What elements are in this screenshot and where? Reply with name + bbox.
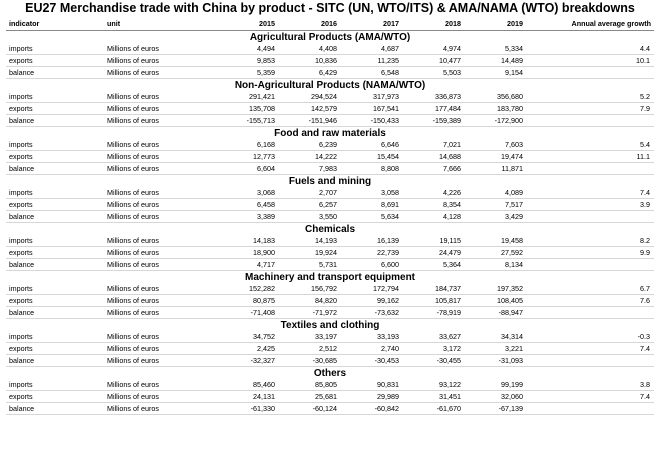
cell-2016: 85,805 xyxy=(278,379,340,391)
cell-2019: 8,134 xyxy=(464,259,526,271)
cell-2016: 142,579 xyxy=(278,103,340,115)
cell-unit: Millions of euros xyxy=(104,247,216,259)
cell-2018: -78,919 xyxy=(402,307,464,319)
cell-2019: 4,089 xyxy=(464,187,526,199)
cell-2018: 7,666 xyxy=(402,163,464,175)
cell-growth: 4.4 xyxy=(526,43,654,55)
cell-growth: 7.4 xyxy=(526,187,654,199)
cell-unit: Millions of euros xyxy=(104,343,216,355)
table-row xyxy=(6,331,654,343)
cell-2015: 24,131 xyxy=(216,391,278,403)
cell-2016: -60,124 xyxy=(278,403,340,415)
section-heading: Food and raw materials xyxy=(274,128,386,139)
cell-2017: 167,541 xyxy=(340,103,402,115)
cell-2016: 2,707 xyxy=(278,187,340,199)
cell-unit: Millions of euros xyxy=(104,115,216,127)
section-heading: Others xyxy=(313,368,347,379)
table-row xyxy=(6,151,654,163)
table-row xyxy=(6,163,654,175)
cell-unit: Millions of euros xyxy=(104,187,216,199)
cell-2018: 4,128 xyxy=(402,211,464,223)
section-heading-row xyxy=(6,79,654,92)
cell-indicator: balance xyxy=(6,211,104,223)
section-heading-row xyxy=(6,223,654,236)
cell-unit: Millions of euros xyxy=(104,235,216,247)
cell-2019: 19,458 xyxy=(464,235,526,247)
cell-indicator: imports xyxy=(6,235,104,247)
cell-2018: 184,737 xyxy=(402,283,464,295)
cell-2015: 291,421 xyxy=(216,91,278,103)
cell-2018: 3,172 xyxy=(402,343,464,355)
cell-2015: -155,713 xyxy=(216,115,278,127)
cell-2016: -151,946 xyxy=(278,115,340,127)
cell-2017: 22,739 xyxy=(340,247,402,259)
cell-indicator: exports xyxy=(6,295,104,307)
section-heading: Textiles and clothing xyxy=(280,320,380,331)
cell-2017: 5,634 xyxy=(340,211,402,223)
cell-unit: Millions of euros xyxy=(104,211,216,223)
cell-2016: -71,972 xyxy=(278,307,340,319)
cell-2016: -30,685 xyxy=(278,355,340,367)
cell-2017: 8,808 xyxy=(340,163,402,175)
cell-2017: 317,973 xyxy=(340,91,402,103)
cell-2016: 2,512 xyxy=(278,343,340,355)
cell-growth: 3.9 xyxy=(526,199,654,211)
cell-2017: 99,162 xyxy=(340,295,402,307)
cell-growth: 8.2 xyxy=(526,235,654,247)
cell-unit: Millions of euros xyxy=(104,163,216,175)
cell-2019: 356,680 xyxy=(464,91,526,103)
table-row xyxy=(6,295,654,307)
cell-unit: Millions of euros xyxy=(104,331,216,343)
cell-2017: 3,058 xyxy=(340,187,402,199)
cell-2016: 14,193 xyxy=(278,235,340,247)
cell-indicator: imports xyxy=(6,283,104,295)
cell-2015: 152,282 xyxy=(216,283,278,295)
table-row xyxy=(6,379,654,391)
cell-growth: 5.4 xyxy=(526,139,654,151)
cell-2019: -172,900 xyxy=(464,115,526,127)
cell-2017: 15,454 xyxy=(340,151,402,163)
header-2015: 2015 xyxy=(216,17,278,31)
cell-indicator: exports xyxy=(6,247,104,259)
cell-indicator: imports xyxy=(6,379,104,391)
cell-growth xyxy=(526,67,654,79)
cell-growth: 6.7 xyxy=(526,283,654,295)
section-heading-row xyxy=(6,175,654,188)
table-row xyxy=(6,187,654,199)
header-2018: 2018 xyxy=(402,17,464,31)
table-row xyxy=(6,67,654,79)
cell-unit: Millions of euros xyxy=(104,391,216,403)
cell-indicator: exports xyxy=(6,199,104,211)
cell-2015: 135,708 xyxy=(216,103,278,115)
table-row xyxy=(6,283,654,295)
header-growth: Annual average growth xyxy=(526,17,654,31)
cell-unit: Millions of euros xyxy=(104,55,216,67)
cell-growth xyxy=(526,163,654,175)
section-heading-row xyxy=(6,31,654,44)
cell-2017: -73,632 xyxy=(340,307,402,319)
cell-2015: 6,458 xyxy=(216,199,278,211)
cell-indicator: balance xyxy=(6,259,104,271)
table-row xyxy=(6,115,654,127)
cell-indicator: exports xyxy=(6,55,104,67)
table-row xyxy=(6,199,654,211)
cell-2017: -150,433 xyxy=(340,115,402,127)
cell-2015: 18,900 xyxy=(216,247,278,259)
cell-2015: 6,604 xyxy=(216,163,278,175)
table-row xyxy=(6,247,654,259)
cell-2015: -61,330 xyxy=(216,403,278,415)
cell-2016: 25,681 xyxy=(278,391,340,403)
cell-2019: 9,154 xyxy=(464,67,526,79)
cell-2016: 3,550 xyxy=(278,211,340,223)
cell-2015: 14,183 xyxy=(216,235,278,247)
cell-growth xyxy=(526,307,654,319)
cell-2016: 33,197 xyxy=(278,331,340,343)
cell-2019: 27,592 xyxy=(464,247,526,259)
cell-2015: -32,327 xyxy=(216,355,278,367)
cell-growth xyxy=(526,403,654,415)
table-row xyxy=(6,103,654,115)
cell-2019: 3,429 xyxy=(464,211,526,223)
cell-2018: 10,477 xyxy=(402,55,464,67)
cell-2018: 5,503 xyxy=(402,67,464,79)
cell-2018: 5,364 xyxy=(402,259,464,271)
cell-2017: -30,453 xyxy=(340,355,402,367)
cell-2018: 336,873 xyxy=(402,91,464,103)
cell-2017: 172,794 xyxy=(340,283,402,295)
cell-2019: 14,489 xyxy=(464,55,526,67)
cell-2016: 6,257 xyxy=(278,199,340,211)
cell-growth: 7.4 xyxy=(526,343,654,355)
cell-2019: 183,780 xyxy=(464,103,526,115)
header-2016: 2016 xyxy=(278,17,340,31)
cell-2019: 3,221 xyxy=(464,343,526,355)
table-row xyxy=(6,235,654,247)
trade-table xyxy=(6,17,654,415)
cell-2019: -88,947 xyxy=(464,307,526,319)
section-heading: Machinery and transport equipment xyxy=(244,272,416,283)
header-2019: 2019 xyxy=(464,17,526,31)
cell-2016: 156,792 xyxy=(278,283,340,295)
cell-2015: 4,717 xyxy=(216,259,278,271)
cell-2018: 31,451 xyxy=(402,391,464,403)
table-row xyxy=(6,343,654,355)
cell-2015: 9,853 xyxy=(216,55,278,67)
cell-unit: Millions of euros xyxy=(104,355,216,367)
cell-unit: Millions of euros xyxy=(104,151,216,163)
cell-2015: 12,773 xyxy=(216,151,278,163)
section-heading: Agricultural Products (AMA/WTO) xyxy=(249,32,411,43)
section-heading-row xyxy=(6,271,654,284)
cell-2019: -31,093 xyxy=(464,355,526,367)
cell-2016: 4,408 xyxy=(278,43,340,55)
cell-2015: 4,494 xyxy=(216,43,278,55)
cell-2017: 90,831 xyxy=(340,379,402,391)
cell-indicator: exports xyxy=(6,151,104,163)
cell-2016: 7,983 xyxy=(278,163,340,175)
header-row xyxy=(6,17,654,31)
cell-2015: 3,068 xyxy=(216,187,278,199)
cell-2019: 7,517 xyxy=(464,199,526,211)
cell-indicator: imports xyxy=(6,187,104,199)
table-row xyxy=(6,259,654,271)
cell-2018: 4,974 xyxy=(402,43,464,55)
cell-2019: 108,405 xyxy=(464,295,526,307)
cell-unit: Millions of euros xyxy=(104,259,216,271)
cell-2015: 3,389 xyxy=(216,211,278,223)
cell-2018: 93,122 xyxy=(402,379,464,391)
cell-growth: 9.9 xyxy=(526,247,654,259)
cell-2017: 6,600 xyxy=(340,259,402,271)
cell-2018: 4,226 xyxy=(402,187,464,199)
cell-growth: -0.3 xyxy=(526,331,654,343)
cell-unit: Millions of euros xyxy=(104,139,216,151)
cell-2015: 6,168 xyxy=(216,139,278,151)
cell-2019: 19,474 xyxy=(464,151,526,163)
cell-2016: 6,239 xyxy=(278,139,340,151)
cell-unit: Millions of euros xyxy=(104,199,216,211)
cell-2017: -60,842 xyxy=(340,403,402,415)
cell-2015: 2,425 xyxy=(216,343,278,355)
cell-2019: 7,603 xyxy=(464,139,526,151)
cell-indicator: balance xyxy=(6,67,104,79)
table-row xyxy=(6,307,654,319)
cell-indicator: imports xyxy=(6,43,104,55)
table-row xyxy=(6,211,654,223)
cell-indicator: exports xyxy=(6,391,104,403)
cell-2019: 11,871 xyxy=(464,163,526,175)
cell-2016: 10,836 xyxy=(278,55,340,67)
cell-indicator: imports xyxy=(6,91,104,103)
table-row xyxy=(6,391,654,403)
cell-2016: 6,429 xyxy=(278,67,340,79)
table-row xyxy=(6,55,654,67)
cell-indicator: imports xyxy=(6,139,104,151)
cell-2017: 4,687 xyxy=(340,43,402,55)
cell-growth: 7.6 xyxy=(526,295,654,307)
cell-indicator: exports xyxy=(6,103,104,115)
cell-indicator: balance xyxy=(6,163,104,175)
cell-indicator: balance xyxy=(6,115,104,127)
cell-2017: 6,548 xyxy=(340,67,402,79)
cell-2015: 34,752 xyxy=(216,331,278,343)
cell-2018: 33,627 xyxy=(402,331,464,343)
table-row xyxy=(6,139,654,151)
cell-2016: 19,924 xyxy=(278,247,340,259)
cell-2018: 8,354 xyxy=(402,199,464,211)
cell-2018: 14,688 xyxy=(402,151,464,163)
cell-2018: 105,817 xyxy=(402,295,464,307)
cell-2018: -30,455 xyxy=(402,355,464,367)
cell-indicator: balance xyxy=(6,307,104,319)
cell-2018: 19,115 xyxy=(402,235,464,247)
cell-2019: 197,352 xyxy=(464,283,526,295)
section-heading-row xyxy=(6,367,654,380)
cell-indicator: balance xyxy=(6,355,104,367)
cell-growth: 3.8 xyxy=(526,379,654,391)
table-row xyxy=(6,403,654,415)
cell-growth xyxy=(526,259,654,271)
cell-2017: 29,989 xyxy=(340,391,402,403)
cell-growth xyxy=(526,355,654,367)
cell-2018: 7,021 xyxy=(402,139,464,151)
cell-growth: 11.1 xyxy=(526,151,654,163)
cell-2015: -71,408 xyxy=(216,307,278,319)
cell-2016: 14,222 xyxy=(278,151,340,163)
cell-unit: Millions of euros xyxy=(104,67,216,79)
cell-2018: 177,484 xyxy=(402,103,464,115)
section-heading-row xyxy=(6,127,654,140)
cell-unit: Millions of euros xyxy=(104,307,216,319)
cell-unit: Millions of euros xyxy=(104,91,216,103)
cell-unit: Millions of euros xyxy=(104,43,216,55)
table-row xyxy=(6,43,654,55)
cell-2019: 99,199 xyxy=(464,379,526,391)
cell-growth xyxy=(526,211,654,223)
table-row xyxy=(6,91,654,103)
cell-2015: 5,359 xyxy=(216,67,278,79)
cell-growth: 10.1 xyxy=(526,55,654,67)
cell-2016: 294,524 xyxy=(278,91,340,103)
cell-2017: 8,691 xyxy=(340,199,402,211)
cell-2018: -159,389 xyxy=(402,115,464,127)
cell-2017: 11,235 xyxy=(340,55,402,67)
cell-2017: 33,193 xyxy=(340,331,402,343)
cell-unit: Millions of euros xyxy=(104,103,216,115)
cell-unit: Millions of euros xyxy=(104,403,216,415)
cell-unit: Millions of euros xyxy=(104,379,216,391)
cell-2018: 24,479 xyxy=(402,247,464,259)
cell-2019: 32,060 xyxy=(464,391,526,403)
section-heading: Fuels and mining xyxy=(288,176,372,187)
section-heading-row xyxy=(6,319,654,332)
cell-2015: 85,460 xyxy=(216,379,278,391)
cell-2017: 2,740 xyxy=(340,343,402,355)
header-indicator: indicator xyxy=(6,17,104,31)
cell-2016: 5,731 xyxy=(278,259,340,271)
cell-growth: 7.4 xyxy=(526,391,654,403)
table-body xyxy=(6,31,654,415)
cell-unit: Millions of euros xyxy=(104,295,216,307)
cell-indicator: balance xyxy=(6,403,104,415)
table-row xyxy=(6,355,654,367)
cell-2019: 34,314 xyxy=(464,331,526,343)
cell-2017: 6,646 xyxy=(340,139,402,151)
cell-2019: -67,139 xyxy=(464,403,526,415)
cell-2018: -61,670 xyxy=(402,403,464,415)
cell-2017: 16,139 xyxy=(340,235,402,247)
page-title: EU27 Merchandise trade with China by product - SITC (UN, WTO/ITS) & AMA/NAMA (WTO) breakdowns xyxy=(25,1,635,15)
section-heading: Non-Agricultural Products (NAMA/WTO) xyxy=(234,80,426,91)
cell-indicator: exports xyxy=(6,343,104,355)
header-unit: unit xyxy=(104,17,216,31)
cell-indicator: imports xyxy=(6,331,104,343)
cell-2016: 84,820 xyxy=(278,295,340,307)
header-2017: 2017 xyxy=(340,17,402,31)
cell-2019: 5,334 xyxy=(464,43,526,55)
cell-unit: Millions of euros xyxy=(104,283,216,295)
cell-growth xyxy=(526,115,654,127)
cell-growth: 7.9 xyxy=(526,103,654,115)
cell-2015: 80,875 xyxy=(216,295,278,307)
section-heading: Chemicals xyxy=(304,224,356,235)
cell-growth: 5.2 xyxy=(526,91,654,103)
